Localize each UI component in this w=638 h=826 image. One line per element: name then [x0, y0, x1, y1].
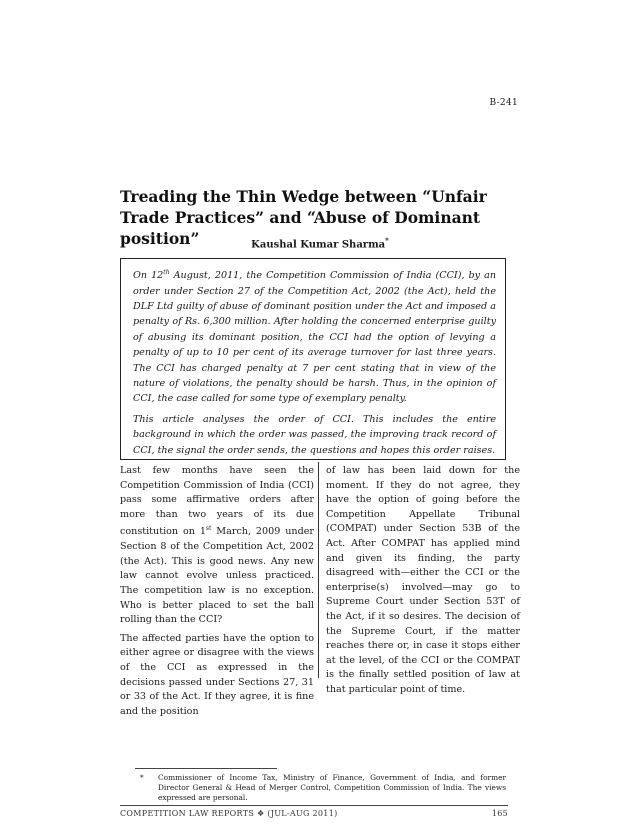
author-footnote-marker: *: [385, 236, 389, 245]
abstract-box: [120, 258, 506, 460]
page-code: B-241: [489, 98, 518, 108]
body-text-start: Last few months have seen the Competition Commission of India (CCI) pass some affirmative orders after more than two years of its due constitution on 1: [120, 465, 314, 538]
abstract-paragraph-1: [133, 265, 496, 407]
body-paragraph-2: The affected parties have the option to either agree or disagree with the views of the CCI as expressed in the decisions passed under Sections 27, 31 or 33 of the Act. If they agree, it is fine and the position: [120, 632, 314, 717]
body-column-right: [326, 464, 520, 698]
article-title: Treading the Thin Wedge between “Unfair Trade Practices” and “Abuse of Dominant position”: [120, 187, 487, 248]
body-column-left: [120, 464, 314, 719]
footnote-marker: *: [140, 773, 144, 782]
body-ordinal: st: [205, 525, 212, 533]
author-name: Kaushal Kumar Sharma: [251, 239, 386, 251]
footnote-rule: [135, 768, 277, 769]
abstract-text-rest: August, 2011, the Competition Commission of India (CCI), by an order under Section 27 of the Competition Act, 2002 (the Act), held the DLF Ltd guilty of abuse of dominant position under the Act and imposed a penalty of Rs. 6,300 million. After holding the concerned enterprise guilty of abusing its dominant position, the CCI had the option of levying a penalty of up to 10 per cent of its average turnover for last three years. The CCI has charged penalty at 7 per cent stating that in view of the nature of violations, the penalty should be harsh. Thus, in the opinion of CCI, the case called for some type of exemplary penalty.: [133, 270, 496, 405]
body-paragraph-3: of law has been laid down for the moment. If they do not agree, they have the option of going before the Competition Appellate Tribunal (COMPAT) under Section 53B of the Act. After COMPAT has applied mind and given its finding, the party disagreed with—either the CCI or the enterprise(s) involved—may go to Supreme Court under Section 53T of the Act, if it so desires. The decision of the Supreme Court, if the matter reaches there or, in case it stops either at the level, of the CCI or the COMPAT is the finally settled position of law at that particular point of time.: [326, 465, 520, 695]
footnote-text: Commissioner of Income Tax, Ministry of Finance, Government of India, and former Director General & Head of Merger Control, Competition Commission of India. The views expressed are personal.: [158, 773, 506, 803]
page-footer: [120, 809, 508, 818]
footnote: [140, 773, 506, 804]
abstract-ordinal: th: [163, 269, 170, 276]
body-paragraph-1: [120, 464, 314, 628]
author-line: [120, 236, 520, 250]
abstract-text-start: On 12: [133, 270, 164, 282]
body-text-rest: March, 2009 under Section 8 of the Competition Act, 2002 (the Act). This is good news. Any new law cannot evolve unless practiced. The competition law is no exception. Who is better placed to set the ball rolling than the CCI?: [120, 526, 314, 626]
journal-name: COMPETITION LAW REPORTS ❖ (JUL-AUG 2011): [120, 809, 338, 818]
footer-rule: [120, 805, 508, 806]
page-number: 165: [491, 809, 508, 818]
column-divider: [318, 462, 319, 678]
abstract-paragraph-2: This article analyses the order of CCI. This includes the entire background in which the order was passed, the improving track record of CCI, the signal the order sends, the questions and hopes this order raises.: [133, 413, 496, 456]
